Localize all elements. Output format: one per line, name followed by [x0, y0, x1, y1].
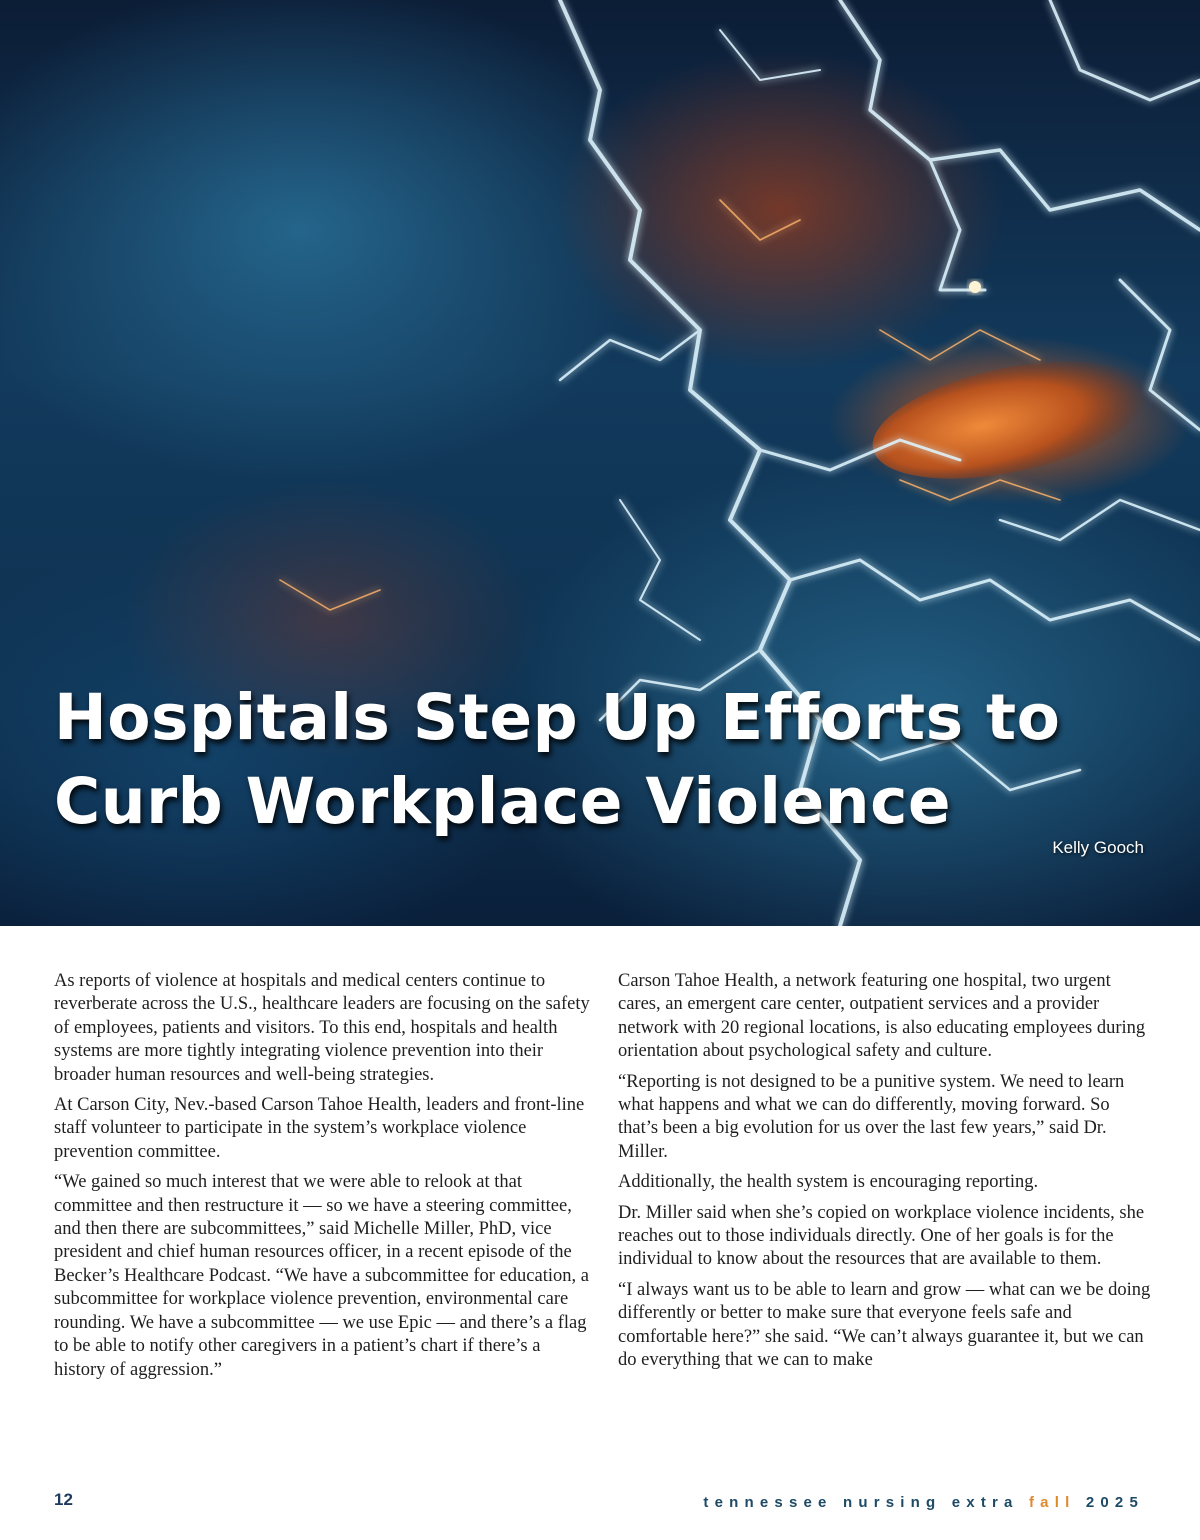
article-column-right [618, 970, 1154, 1380]
paragraph: At Carson City, Nev.-based Carson Tahoe Health, leaders and front-line staff volunteer to participate in the system’s workplace violence prevention committee. [54, 1095, 585, 1162]
author-byline: Kelly Gooch [1052, 838, 1144, 857]
paragraph: “Reporting is not designed to be a punitive system. We need to learn what happens and what we can do differently, moving forward. So that’s been a big evolution for us over the last few years,” said Dr. Miller. [618, 1071, 1125, 1162]
article-title [54, 676, 1174, 844]
title-line-2: Curb Workplace Violence [54, 765, 952, 838]
paragraph: Dr. Miller said when she’s copied on workplace violence incidents, she reaches out to those individuals directly. One of her goals is for the individual to know about the resources that are available to them. [618, 1202, 1145, 1270]
paragraph: “We gained so much interest that we were able to relook at that committee and then restructure it — so we have a steering committee, and then there are subcommittees,” said Michelle Miller, PhD, vice president and chief human resources officer, in a recent episode of the Becker’s Healthcare Podcast. “We have a subcommittee for education, a subcommittee for workplace violence prevention, environmental care rounding. We have a subcommittee — we use Epic — and there’s a flag to be able to notify other caregivers in a patient’s chart if there’s a history of aggression.” [54, 1172, 589, 1380]
magazine-year: 2025 [1085, 1494, 1144, 1511]
paragraph: Carson Tahoe Health, a network featuring one hospital, two urgent cares, an emergent care center, outpatient services and a provider network with 20 regional locations, is also educating employees during orientation about psychological safety and culture. [618, 971, 1146, 1062]
magazine-footer [703, 1494, 1144, 1511]
article-column-left [54, 970, 590, 1389]
magazine-name: tennessee nursing extra [703, 1494, 1019, 1511]
paragraph: Additionally, the health system is encouraging reporting. [618, 1172, 1039, 1193]
page-number: 12 [54, 1490, 73, 1509]
magazine-season: fall [1028, 1494, 1076, 1511]
title-line-1: Hospitals Step Up Efforts to [54, 681, 1061, 754]
paragraph: As reports of violence at hospitals and medical centers continue to reverberate across the U.S., healthcare leaders are focusing on the safety of employees, patients and visitors. To this end, hospitals and health systems are more tightly integrating violence prevention into their broader human resources and well-being strategies. [54, 971, 590, 1085]
paragraph: “I always want us to be able to learn and grow — what can we be doing differently or better to make sure that everyone feels safe and comfortable here?” she said. “We can’t always guarantee it, but we can do everything that we can to make [618, 1279, 1151, 1371]
